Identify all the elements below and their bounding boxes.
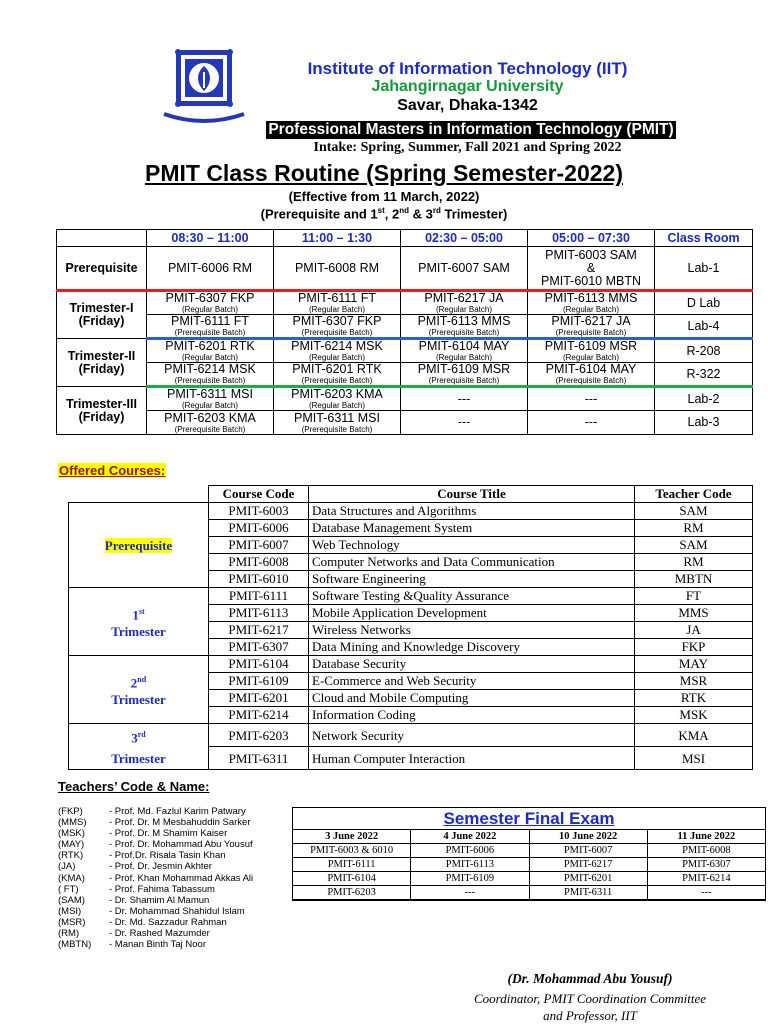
course-title: Software Engineering — [309, 571, 635, 588]
batch-note: (Prerequisite Batch) — [428, 376, 500, 385]
routine-scope: (Prerequisite and 1st, 2nd & 3rd Trimester) — [260, 206, 508, 222]
course-entry: PMIT-6201 RTK — [165, 339, 255, 353]
exam-row — [293, 844, 766, 858]
page-title-text: PMIT Class Routine (Spring Semester-2022) — [144, 160, 623, 186]
course-teacher: RM — [635, 554, 753, 571]
teacher-code: (MSR) — [58, 916, 86, 928]
batch-note: (Regular Batch) — [181, 401, 239, 410]
signatory-role: Coordinator, PMIT Coordination Committee — [473, 991, 707, 1006]
teacher-entry — [58, 928, 253, 939]
exam-course: PMIT-6311 — [529, 886, 647, 900]
exam-course: --- — [647, 886, 765, 900]
offered-courses-heading: Offered Courses: — [59, 463, 166, 478]
batch-note: (Regular Batch) — [181, 305, 239, 314]
address: Savar, Dhaka-1342 — [397, 97, 538, 114]
teacher-entry — [58, 884, 253, 895]
group-word: Trimester — [111, 624, 166, 640]
routine-cell — [528, 291, 655, 315]
row-label: Prerequisite — [57, 247, 147, 291]
teacher-entry — [58, 873, 253, 884]
course-code: PMIT-6010 — [209, 571, 309, 588]
teacher-code: (KMA) — [58, 872, 85, 884]
teacher-name: - Manan Binth Taj Noor — [109, 939, 206, 951]
routine-cell: PMIT-6006 RM — [147, 247, 274, 291]
course-teacher: MMS — [635, 605, 753, 622]
teacher-code: (MAY) — [58, 839, 85, 851]
exam-row — [293, 886, 766, 900]
exam-course: PMIT-6217 — [529, 858, 647, 872]
exam-course: PMIT-6104 — [293, 872, 411, 886]
batch-note: (Regular Batch) — [562, 353, 620, 362]
batch-note: (Regular Batch) — [181, 353, 239, 362]
teachers-list — [58, 806, 253, 950]
course-group-label — [69, 724, 209, 770]
row-label-day: (Friday) — [78, 409, 125, 424]
course-title: Cloud and Mobile Computing — [309, 690, 635, 707]
group-number: 3 — [131, 730, 138, 746]
course-teacher: MSI — [635, 747, 753, 770]
row-label — [57, 339, 147, 387]
teacher-entry — [58, 917, 253, 928]
slot-header: 02:30 – 05:00 — [401, 230, 528, 247]
course-entry: PMIT-6214 MSK — [291, 339, 383, 353]
row-label — [57, 291, 147, 339]
routine-row-t1-prerequisite — [57, 315, 753, 339]
course-code: PMIT-6007 — [209, 537, 309, 554]
course-entry: --- — [457, 391, 471, 406]
course-entry: --- — [457, 415, 471, 429]
batch-note: (Regular Batch) — [308, 401, 366, 410]
room-cell: R-208 — [655, 339, 753, 363]
course-row — [69, 724, 753, 747]
teacher-name: - Dr. Shamim Al Mamun — [109, 894, 210, 906]
column-header: Course Title — [309, 486, 635, 503]
teachers-heading: Teachers’ Code & Name: — [58, 779, 210, 794]
exam-date-row — [293, 830, 766, 844]
course-teacher: FKP — [635, 639, 753, 656]
course-teacher: SAM — [635, 537, 753, 554]
course-entry: PMIT-6109 MSR — [544, 339, 638, 353]
routine-cell — [401, 387, 528, 411]
routine-cell — [147, 363, 274, 387]
teacher-name: - Prof. Khan Mohammad Akkas Ali — [109, 872, 254, 884]
room-header: Class Room — [655, 230, 753, 247]
course-entry: PMIT-6201 RTK — [292, 362, 382, 376]
course-code: PMIT-6311 — [209, 747, 309, 770]
course-code: PMIT-6006 — [209, 520, 309, 537]
course-row — [69, 503, 753, 520]
course-title: Mobile Application Development — [309, 605, 635, 622]
signatory-title: and Professor, IIT — [543, 1008, 637, 1023]
column-header: Teacher Code — [635, 486, 753, 503]
course-entry: PMIT-6113 MMS — [544, 291, 638, 305]
teacher-entry — [58, 850, 253, 861]
routine-cell — [401, 339, 528, 363]
teacher-entry — [58, 806, 253, 817]
batch-note: (Prerequisite Batch) — [555, 376, 627, 385]
exam-schedule-table — [292, 829, 766, 900]
routine-cell — [147, 291, 274, 315]
exam-date: 4 June 2022 — [411, 830, 529, 844]
course-group-label — [69, 656, 209, 724]
teacher-name: - Dr. Rashed Mazumder — [109, 928, 210, 940]
routine-row-t3-regular — [57, 387, 753, 411]
row-label — [57, 387, 147, 435]
course-title: Human Computer Interaction — [309, 747, 635, 770]
course-entry: PMIT-6203 KMA — [291, 387, 383, 401]
batch-note: (Regular Batch) — [562, 305, 620, 314]
group-prerequisite-label: Prerequisite — [104, 537, 173, 553]
routine-row-prerequisite — [57, 247, 753, 291]
routine-cell — [528, 315, 655, 339]
teacher-entry — [58, 839, 253, 850]
exam-row — [293, 872, 766, 886]
room-cell: Lab-1 — [655, 247, 753, 291]
routine-corner — [57, 230, 147, 247]
course-code: PMIT-6109 — [209, 673, 309, 690]
row-label-line: Trimester-II — [67, 348, 136, 363]
course-code: PMIT-6203 — [209, 724, 309, 747]
course-entry: PMIT-6203 KMA — [164, 410, 256, 425]
exam-title: Semester Final Exam — [443, 809, 615, 828]
exam-course: PMIT-6113 — [411, 858, 529, 872]
effective-date: (Effective from 11 March, 2022) — [288, 189, 480, 204]
room-cell: D Lab — [655, 291, 753, 315]
course-entry: PMIT-6307 FKP — [165, 291, 255, 305]
routine-cell — [401, 291, 528, 315]
batch-note: (Prerequisite Batch) — [174, 424, 246, 434]
course-code: PMIT-6201 — [209, 690, 309, 707]
course-row — [69, 588, 753, 605]
course-teacher: JA — [635, 622, 753, 639]
course-group-label — [69, 588, 209, 656]
teacher-name: - Prof. Md. Fazlul Karim Patwary — [109, 806, 246, 817]
group-number: 2 — [130, 675, 138, 691]
exam-course: PMIT-6003 & 6010 — [293, 844, 411, 858]
row-label-line: Trimester-I — [69, 301, 134, 315]
course-teacher: MBTN — [635, 571, 753, 588]
batch-note: (Regular Batch) — [308, 353, 366, 362]
row-label-day: (Friday) — [78, 361, 125, 376]
routine-cell — [401, 315, 528, 339]
batch-note: (Regular Batch) — [435, 353, 493, 362]
group-ordinal: st — [138, 606, 145, 616]
course-teacher: SAM — [635, 503, 753, 520]
courses-header-row — [69, 486, 753, 503]
teacher-entry — [58, 828, 253, 839]
routine-row-t1-regular — [57, 291, 753, 315]
exam-date: 10 June 2022 — [529, 830, 647, 844]
course-entry: PMIT-6217 JA — [551, 314, 631, 328]
course-teacher: RM — [635, 520, 753, 537]
exam-row — [293, 858, 766, 872]
teacher-name: - Prof. Dr. M Shamim Kaiser — [109, 828, 228, 840]
group-word: Trimester — [111, 751, 166, 767]
course-teacher: FT — [635, 588, 753, 605]
course-group-label — [69, 503, 209, 588]
exam-date: 11 June 2022 — [647, 830, 765, 844]
course-title: Wireless Networks — [309, 622, 635, 639]
course-code: PMIT-6217 — [209, 622, 309, 639]
course-title: Computer Networks and Data Communication — [309, 554, 635, 571]
class-routine-table — [56, 229, 753, 435]
routine-cell — [147, 315, 274, 339]
routine-cell — [401, 363, 528, 387]
routine-cell — [528, 247, 655, 291]
course-entry: PMIT-6104 MAY — [545, 362, 637, 376]
exam-course: PMIT-6109 — [411, 872, 529, 886]
batch-note: (Prerequisite Batch) — [555, 328, 627, 337]
teacher-code: (FKP) — [58, 806, 83, 817]
room-cell: Lab-3 — [655, 411, 753, 435]
batch-note: (Prerequisite Batch) — [301, 376, 373, 385]
row-label-line: Trimester-III — [66, 396, 137, 411]
teacher-name: - Prof. Dr. Mohammad Abu Yousuf — [109, 839, 253, 851]
course-entry: PMIT-6111 FT — [170, 314, 250, 328]
course-code: PMIT-6111 — [209, 588, 309, 605]
exam-course: PMIT-6111 — [293, 858, 411, 872]
course-code: PMIT-6214 — [209, 707, 309, 724]
course-entry: PMIT-6104 MAY — [418, 339, 510, 353]
routine-cell — [274, 315, 401, 339]
teacher-name: - Prof. Fahima Tabassum — [109, 883, 215, 895]
teacher-name: - Prof. Dr. M Mesbahuddin Sarker — [109, 817, 251, 829]
teacher-code: (RM) — [58, 928, 80, 940]
routine-cell — [274, 363, 401, 387]
routine-row-t2-prerequisite — [57, 363, 753, 387]
exam-course: PMIT-6203 — [293, 886, 411, 900]
course-entry: --- — [584, 391, 598, 406]
course-row — [69, 656, 753, 673]
course-title: E-Commerce and Web Security — [309, 673, 635, 690]
course-title: Data Structures and Algorithms — [309, 503, 635, 520]
teacher-entry — [58, 861, 253, 872]
routine-row-t3-prerequisite — [57, 411, 753, 435]
room-cell: Lab-2 — [655, 387, 753, 411]
exam-course: PMIT-6008 — [647, 844, 765, 858]
routine-cell — [147, 387, 274, 411]
cell-line: & — [586, 260, 596, 275]
course-teacher: MAY — [635, 656, 753, 673]
teacher-entry — [58, 895, 253, 906]
signatory-name: (Dr. Mohammad Abu Yousuf) — [507, 971, 673, 986]
course-title: Data Mining and Knowledge Discovery — [309, 639, 635, 656]
routine-cell — [528, 411, 655, 435]
slot-header: 08:30 – 11:00 — [147, 230, 274, 247]
teacher-code: (MBTN) — [58, 939, 92, 951]
routine-cell — [528, 339, 655, 363]
institute-name: Institute of Information Technology (IIT) — [307, 59, 628, 78]
batch-note: (Prerequisite Batch) — [174, 376, 246, 385]
course-code: PMIT-6104 — [209, 656, 309, 673]
program-banner: Professional Masters in Information Technology (PMIT) — [266, 121, 676, 139]
course-entry: PMIT-6311 MSI — [294, 410, 380, 425]
routine-cell: PMIT-6007 SAM — [401, 247, 528, 291]
teacher-name: - Prof.Dr. Risala Tasin Khan — [109, 850, 226, 862]
routine-row-t2-regular — [57, 339, 753, 363]
course-teacher: RTK — [635, 690, 753, 707]
batch-note: (Prerequisite Batch) — [301, 424, 373, 434]
exam-course: PMIT-6007 — [529, 844, 647, 858]
exam-course: --- — [411, 886, 529, 900]
course-code: PMIT-6113 — [209, 605, 309, 622]
exam-course: PMIT-6006 — [411, 844, 529, 858]
teacher-code: (MSK) — [58, 828, 85, 840]
course-entry: PMIT-6214 MSK — [164, 362, 256, 376]
batch-note: (Prerequisite Batch) — [301, 328, 373, 337]
routine-cell: PMIT-6008 RM — [274, 247, 401, 291]
routine-cell — [147, 339, 274, 363]
batch-note: (Regular Batch) — [435, 305, 493, 314]
offered-courses-table — [68, 485, 753, 770]
course-entry: PMIT-6109 MSR — [417, 362, 511, 376]
row-label-day: (Friday) — [78, 314, 125, 328]
teacher-code: (MSI) — [58, 905, 82, 917]
routine-header-row — [57, 230, 753, 247]
teacher-name: - Dr. Md. Sazzadur Rahman — [109, 916, 227, 928]
course-code: PMIT-6003 — [209, 503, 309, 520]
teacher-name: - Dr. Mohammad Shahidul Islam — [109, 905, 245, 917]
intake-line: Intake: Spring, Summer, Fall 2021 and Spring 2022 — [313, 140, 622, 155]
course-teacher: MSR — [635, 673, 753, 690]
batch-note: (Prerequisite Batch) — [174, 328, 246, 337]
course-code: PMIT-6307 — [209, 639, 309, 656]
slot-header: 11:00 – 1:30 — [274, 230, 401, 247]
course-title: Information Coding — [309, 707, 635, 724]
teacher-code: ( FT) — [58, 883, 79, 895]
group-word: Trimester — [111, 692, 166, 708]
slot-header: 05:00 – 07:30 — [528, 230, 655, 247]
course-entry: PMIT-6307 FKP — [292, 314, 382, 328]
course-entry: PMIT-6113 MMS — [417, 314, 511, 328]
routine-cell — [274, 411, 401, 435]
teacher-code: (SAM) — [58, 894, 85, 906]
routine-cell — [528, 387, 655, 411]
group-number: 1 — [132, 607, 139, 623]
exam-date: 3 June 2022 — [293, 830, 411, 844]
exam-course: PMIT-6214 — [647, 872, 765, 886]
routine-cell — [147, 411, 274, 435]
cell-line: PMIT-6003 SAM — [545, 247, 637, 262]
teacher-entry — [58, 939, 253, 950]
routine-cell — [274, 387, 401, 411]
routine-cell — [274, 291, 401, 315]
group-ordinal: nd — [137, 674, 147, 684]
cell-line: PMIT-6010 MBTN — [540, 273, 642, 288]
course-entry: PMIT-6217 JA — [424, 291, 504, 305]
routine-cell — [401, 411, 528, 435]
column-header: Course Code — [209, 486, 309, 503]
courses-corner — [69, 486, 209, 503]
batch-note: (Prerequisite Batch) — [428, 328, 500, 337]
teacher-code: (RTK) — [58, 850, 84, 862]
course-title: Database Management System — [309, 520, 635, 537]
course-entry: PMIT-6111 FT — [297, 291, 377, 305]
exam-course: PMIT-6307 — [647, 858, 765, 872]
course-entry: --- — [584, 415, 598, 429]
teacher-code: (JA) — [58, 861, 76, 873]
teacher-name: - Prof. Dr. Jesmin Akhter — [109, 861, 212, 873]
room-cell: Lab-4 — [655, 315, 753, 339]
course-title: Web Technology — [309, 537, 635, 554]
group-ordinal: rd — [137, 730, 146, 739]
course-entry: PMIT-6311 MSI — [167, 387, 253, 401]
exam-course: PMIT-6201 — [529, 872, 647, 886]
teacher-entry — [58, 817, 253, 828]
course-title: Database Security — [309, 656, 635, 673]
course-teacher: MSK — [635, 707, 753, 724]
teacher-code: (MMS) — [58, 817, 87, 829]
course-title: Software Testing &Quality Assurance — [309, 588, 635, 605]
routine-cell — [274, 339, 401, 363]
routine-cell — [528, 363, 655, 387]
university-name: Jahangirnagar University — [371, 78, 564, 95]
course-code: PMIT-6008 — [209, 554, 309, 571]
teacher-entry — [58, 906, 253, 917]
room-cell: R-322 — [655, 363, 753, 387]
course-teacher: KMA — [635, 724, 753, 747]
course-title: Network Security — [309, 724, 635, 747]
batch-note: (Regular Batch) — [308, 305, 366, 314]
page-title — [60, 160, 708, 187]
